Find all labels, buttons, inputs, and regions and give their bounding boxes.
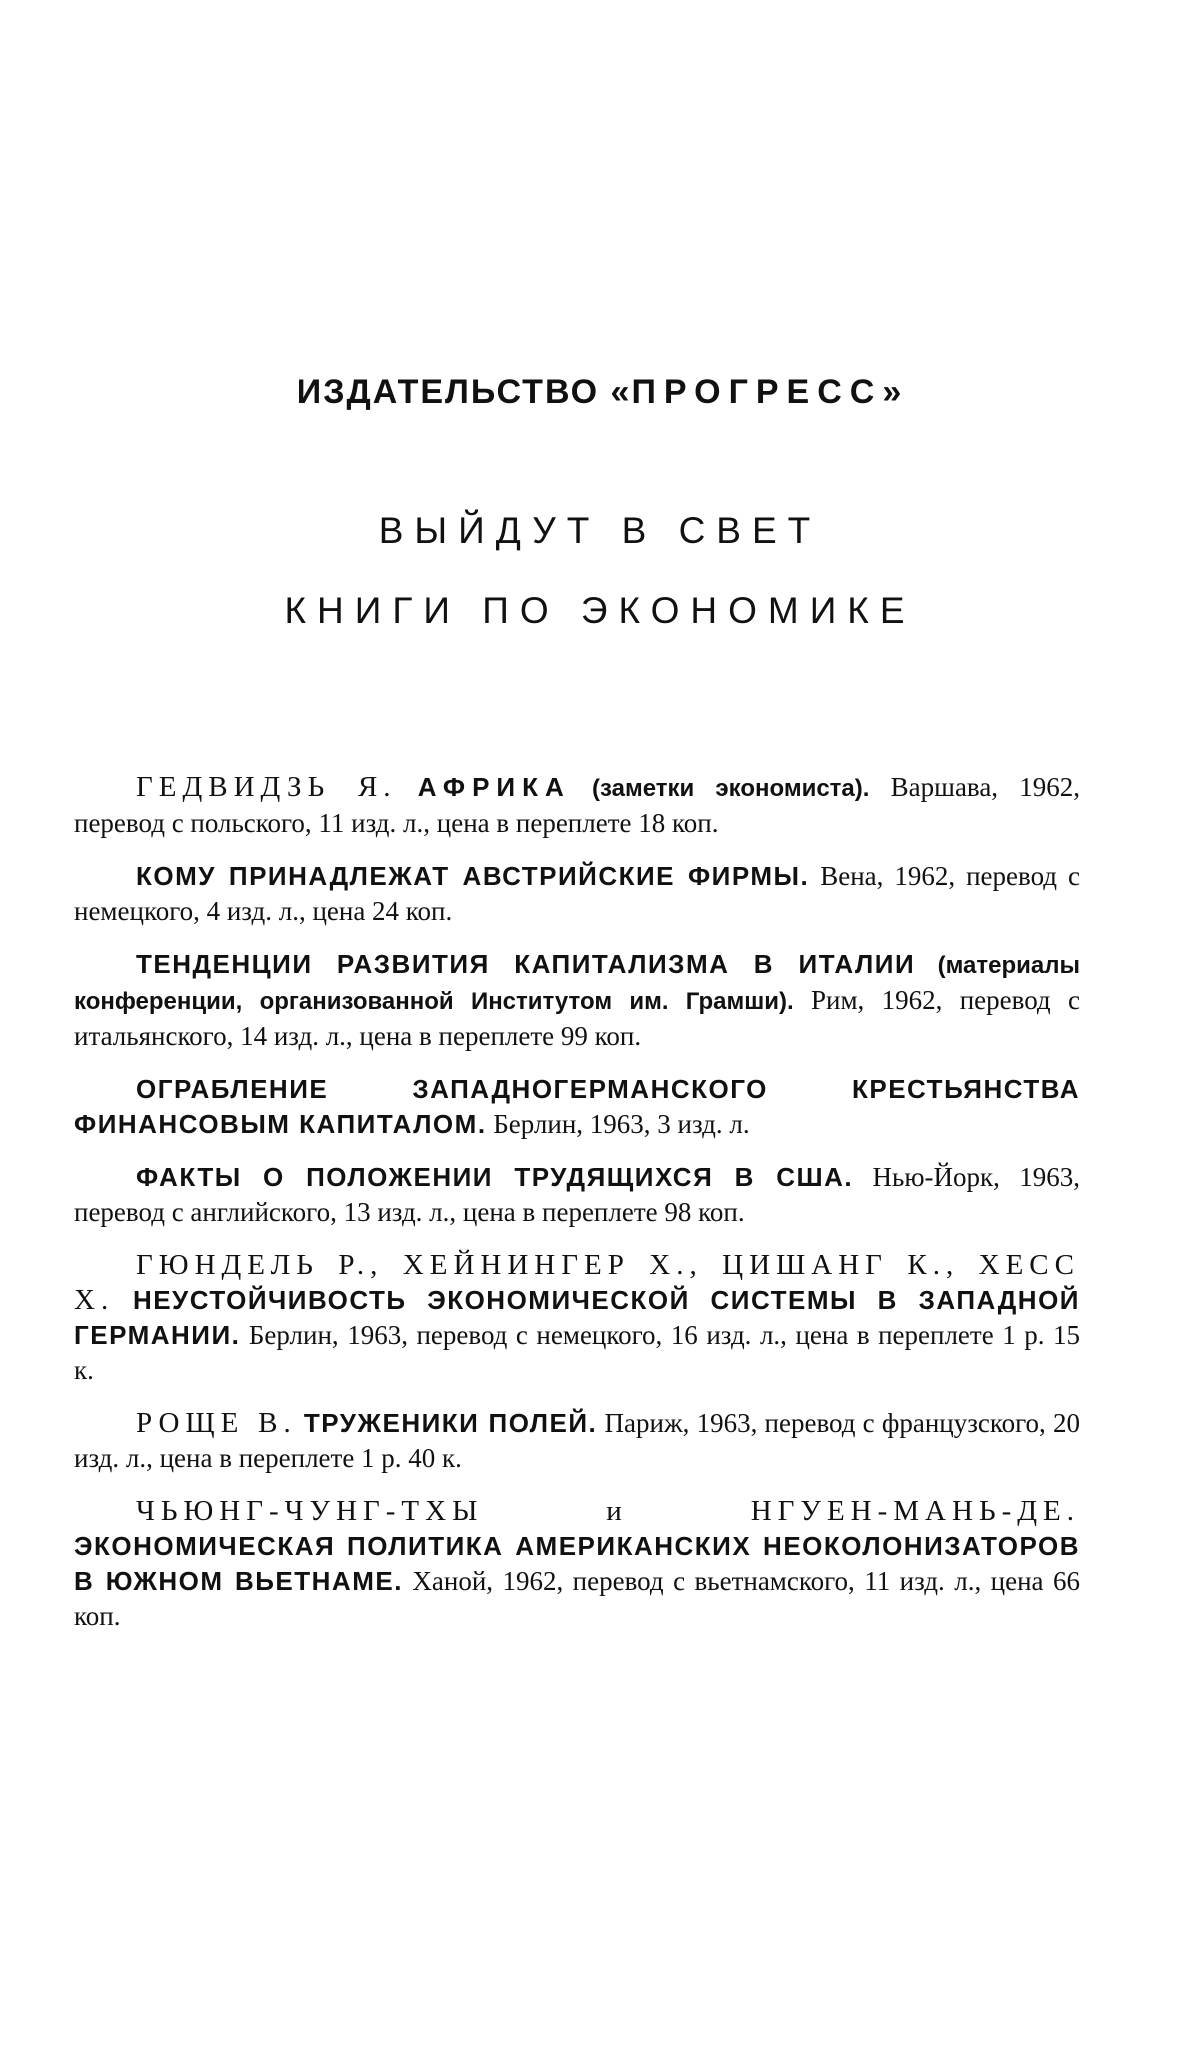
book-entry <box>74 1072 1080 1142</box>
book-entry <box>74 1406 1080 1476</box>
book-note: (заметки экономиста). <box>591 775 870 802</box>
book-details: Париж, 1963, перевод с французского, 20 изд. л., цена в переплете 1 р. 40 к. <box>74 1408 1081 1473</box>
book-entry <box>74 1248 1080 1388</box>
book-entry <box>74 947 1080 1054</box>
publisher-suffix: » <box>882 373 904 411</box>
book-entry <box>74 770 1080 841</box>
book-title: ФАКТЫ О ПОЛОЖЕНИИ ТРУДЯЩИХСЯ В США. <box>136 1162 854 1192</box>
book-title: АФРИКА <box>417 772 571 802</box>
book-details: Нью-Йорк, 1963, перевод с английского, 13 изд. л., цена в переплете 98 коп. <box>74 1162 1080 1227</box>
book-details: Берлин, 1963, перевод с немецкого, 16 изд. л., цена в переплете 1 р. 15 к. <box>74 1320 1081 1385</box>
announcement-heading: ВЫЙДУТ В СВЕТ <box>378 510 822 551</box>
publisher-prefix: ИЗДАТЕЛЬСТВО « <box>296 373 632 411</box>
book-author: ГЕДВИДЗЬ Я. <box>136 771 397 803</box>
book-title: ОГРАБЛЕНИЕ ЗАПАДНОГЕРМАНСКОГО КРЕСТЬЯНСТВА ФИНАНСОВЫМ КАПИТАЛОМ. <box>74 1074 1080 1139</box>
book-entry <box>74 1160 1080 1230</box>
book-title: КОМУ ПРИНАДЛЕЖАТ АВСТРИЙСКИЕ ФИРМЫ. <box>136 861 810 891</box>
book-entry <box>74 1494 1080 1634</box>
publisher-heading <box>0 373 1200 412</box>
book-title: ТЕНДЕНЦИИ РАЗВИТИЯ КАПИТАЛИЗМА В ИТАЛИИ <box>136 949 916 979</box>
book-title: НЕУСТОЙЧИВОСТЬ ЭКОНОМИЧЕСКОЙ СИСТЕМЫ В ЗАПАДНОЙ ГЕРМАНИИ. <box>74 1285 1080 1350</box>
book-author: ГЮНДЕЛЬ Р., ХЕЙНИНГЕР Х., ЦИШАНГ К., ХЕСС Х. <box>74 1249 1080 1316</box>
book-title: ТРУЖЕНИКИ ПОЛЕЙ. <box>303 1408 598 1438</box>
book-details: Варшава, 1962, перевод с польского, 11 изд. л., цена в переплете 18 коп. <box>74 772 1081 838</box>
book-details: Рим, 1962, перевод с итальянского, 14 изд. л., цена в переплете 99 коп. <box>74 985 1080 1051</box>
book-title: ЭКОНОМИЧЕСКАЯ ПОЛИТИКА АМЕРИКАНСКИХ НЕОКОЛОНИЗАТОРОВ В ЮЖНОМ ВЬЕТНАМЕ. <box>74 1531 1080 1596</box>
book-author: РОЩЕ В. <box>136 1407 297 1439</box>
book-details: Берлин, 1963, 3 изд. л. <box>493 1109 750 1139</box>
book-details: Ханой, 1962, перевод с вьетнамского, 11 изд. л., цена 66 коп. <box>74 1566 1080 1631</box>
publisher-name: ПРОГРЕСС <box>631 373 883 411</box>
book-author: ЧЬЮНГ-ЧУНГ-ТХЫ и НГУЕН-МАНЬ-ДЕ. <box>136 1495 1080 1527</box>
book-note: (материалы конференции, организованной Институтом им. Грамши). <box>74 952 1080 1015</box>
section-heading: КНИГИ ПО ЭКОНОМИКЕ <box>284 590 916 631</box>
book-list <box>74 770 1080 1652</box>
book-details: Вена, 1962, перевод с немецкого, 4 изд. л., цена 24 коп. <box>74 861 1081 926</box>
book-entry <box>74 859 1080 929</box>
